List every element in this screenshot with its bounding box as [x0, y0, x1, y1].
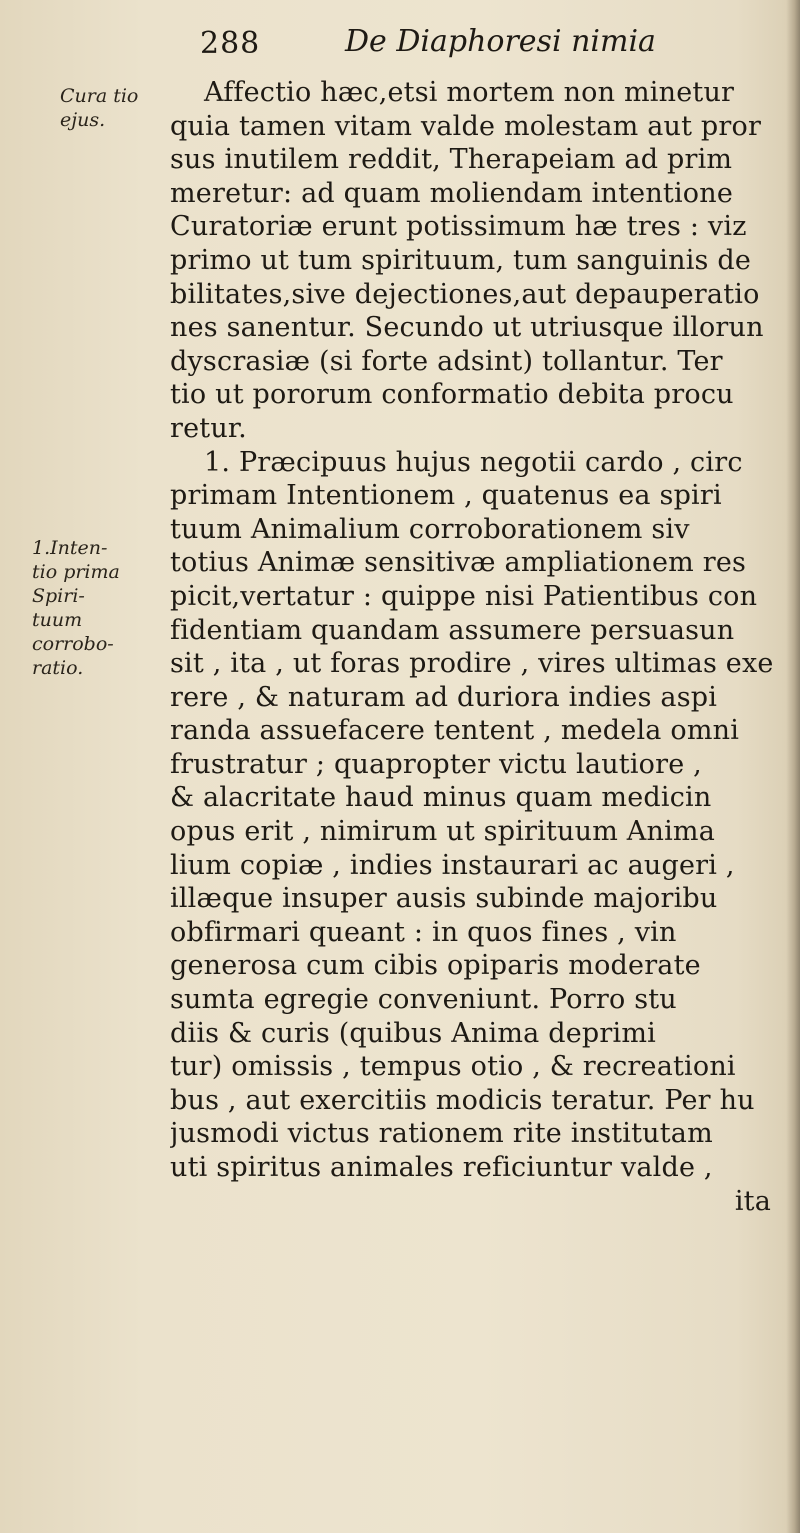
text-line: uti spiritus animales reficiuntur valde , [170, 1152, 713, 1183]
page-gutter-shadow [786, 0, 800, 1533]
margin-note-line: Cura tio [60, 85, 139, 107]
text-line: Affectio hæc,etsi mortem non minetur [204, 77, 735, 108]
text-line: meretur: ad quam moliendam intentione [170, 177, 734, 209]
margin-note-line: Spiri- [32, 585, 85, 607]
running-title: De Diaphoresi nimia [345, 24, 656, 59]
running-head [0, 22, 800, 66]
text-line: dyscrasiæ (si forte adsint) tollantur. Ter [170, 345, 723, 377]
margin-note-cure [60, 84, 138, 132]
text-line: obfirmari queant : in quos fines , vin [170, 916, 677, 948]
text-line: nes sanentur. Secundo ut utriusque illorun [170, 312, 764, 344]
paragraph-2 [170, 446, 785, 1185]
text-line: bus , aut exercitiis modicis teratur. Per hu [170, 1084, 755, 1116]
text-line: picit,vertatur : quippe nisi Patientibus con [170, 580, 758, 612]
text-line: primam Intentionem , quatenus ea spiri [170, 480, 722, 512]
text-line: tio ut pororum conformatio debita procu [170, 379, 734, 411]
text-line: & alacritate haud minus quam medicin [170, 782, 712, 814]
text-line: retur. [170, 412, 247, 444]
text-line: rere , & naturam ad duriora indies aspi [170, 681, 718, 713]
text-line: quia tamen vitam valde molestam aut pror [170, 110, 762, 142]
text-line: jusmodi victus rationem rite institutam [170, 1118, 713, 1150]
catchword: ita [734, 1185, 771, 1217]
text-line: frustratur ; quapropter victu lautiore , [170, 748, 702, 780]
margin-note-first-intention [32, 536, 120, 680]
page-number: 288 [200, 26, 261, 61]
text-line: generosa cum cibis opiparis moderate [170, 950, 701, 982]
text-line: sit , ita , ut foras prodire , vires ultimas exe [170, 648, 774, 680]
text-line: bilitates,sive dejectiones,aut depauperatio [170, 278, 760, 310]
text-line: randa assuefacere tentent , medela omni [170, 715, 740, 747]
text-line: illæque insuper ausis subinde majoribu [170, 883, 718, 915]
text-line: primo ut tum spirituum, tum sanguinis de [170, 244, 752, 276]
margin-note-line: ratio. [32, 657, 84, 679]
margin-note-line: tuum [32, 609, 83, 631]
margin-note-line: tio prima [32, 561, 120, 583]
text-line: sus inutilem reddit, Therapeiam ad prim [170, 144, 733, 176]
margin-note-line: corrobo- [32, 633, 114, 655]
text-line: sumta egregie conveniunt. Porro stu [170, 984, 677, 1016]
text-line: tur) omissis , tempus otio , & recreationi [170, 1051, 736, 1083]
text-line: totius Animæ sensitivæ ampliationem res [170, 547, 747, 579]
margin-note-line: 1.Inten- [32, 537, 108, 559]
margin-note-line: ejus. [60, 109, 106, 131]
text-line: tuum Animalium corroborationem siv [170, 513, 690, 545]
text-line: Curatoriæ erunt potissimum hæ tres : viz [170, 211, 747, 243]
body-text [170, 76, 785, 1218]
text-line: opus erit , nimirum ut spirituum Anima [170, 816, 716, 848]
text-line: lium copiæ , indies instaurari ac augeri , [170, 849, 735, 881]
paragraph-1 [170, 76, 785, 446]
text-line: diis & curis (quibus Anima deprimi [170, 1017, 656, 1049]
text-line: fidentiam quandam assumere persuasun [170, 614, 735, 646]
text-line: 1. Præcipuus hujus negotii cardo , circ [204, 446, 743, 478]
